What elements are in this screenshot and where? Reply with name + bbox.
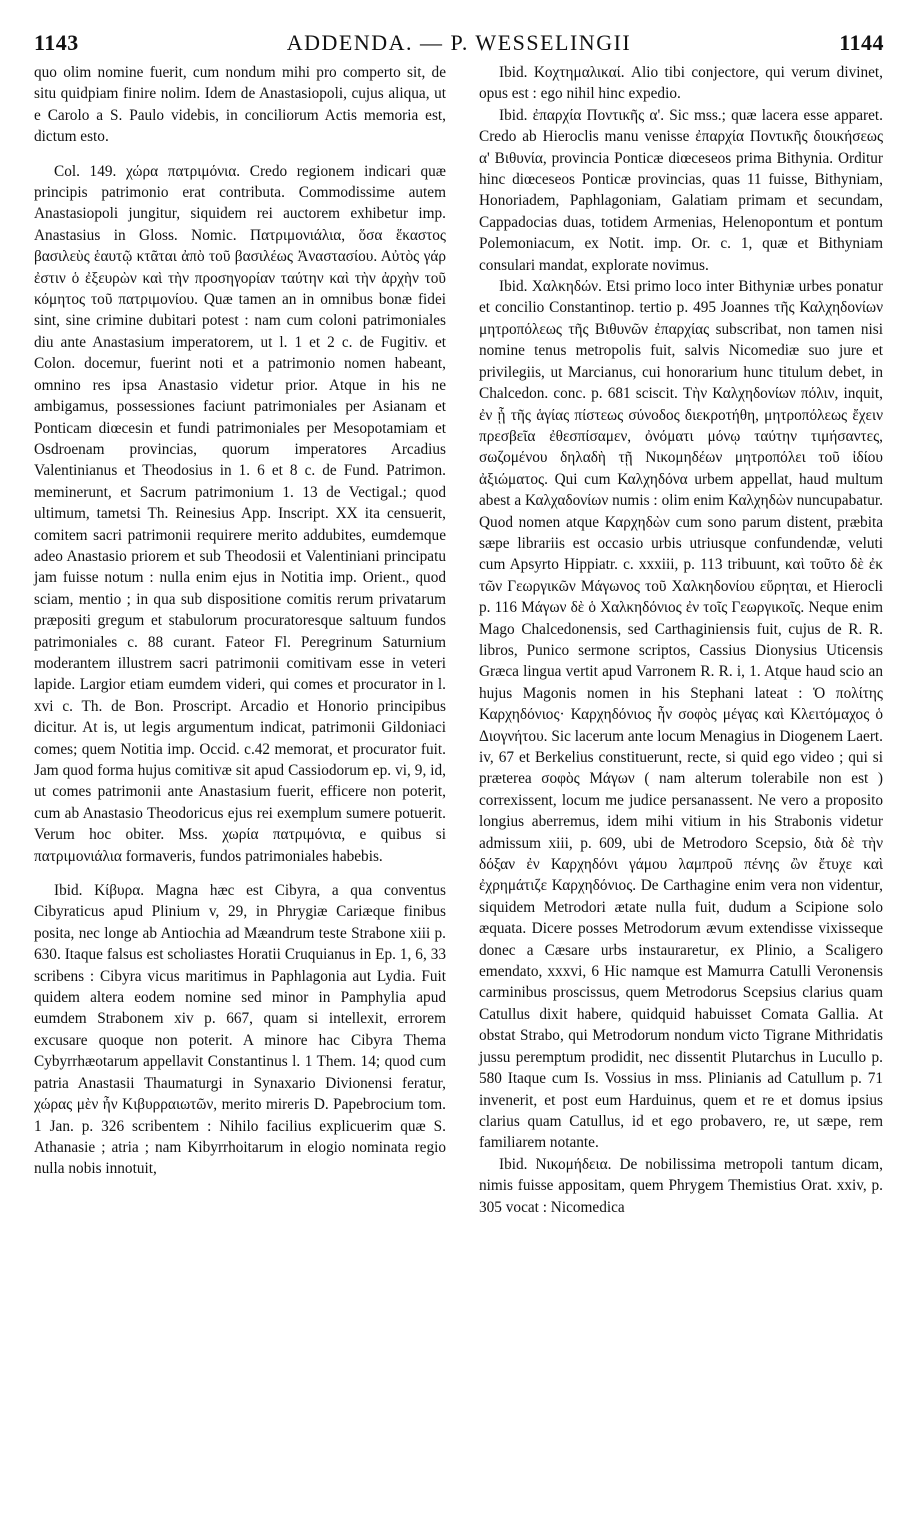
running-header — [34, 30, 884, 60]
left-column — [34, 62, 446, 1520]
right-column — [479, 62, 883, 1520]
paragraph-continuation: quo olim nomine fuerit, cum nondum mihi pro comperto sit, de situ quidpiam finire nolim. Idem de Anastasiopoli, cujus aliqua, ut e Carolo a S. Paulo videbis, in conciliorum Actis memoria est, dictum esto. — [34, 64, 446, 146]
paragraph-col-149: Col. 149. χώρα πατριμόνια. Credo regionem indicari quæ principis patrimonio erat contributa. Commodissime autem Anastasiopoli jungitur, siquidem rei auctorem exhibetur imp. Anastasius in Gloss. Nomic. Πατριμονιάλια, ὅσα ἕκαστος βασιλεὺς ἑαυτῷ κτᾶται ἀπὸ τοῦ βασιλέως Ἀναστασίου. Αὐτὸς γάρ ἐστιν ὁ ἐξευρὼν καὶ τὴν προσηγορίαν ταύτην καὶ τὴν ἀρχὴν τοῦ κόμητος τοῦ πατριμονίου. Quæ tamen an in omnibus bonæ fidei sint, sine crimine dubitari potest : nam cum coloni patrimoniales diu ante Anastasium imperatorem, ut l. 1 et 2 c. de Fugitiv. et Colon. docemur, fuerint noti et a patrimonio nomen habeant, omnino res ipsa Anastasio videtur prior. Atque in his ne ambigamus, possessiones faciunt patrimoniales per Asianam et Ponticam diœcesin et fundi patrimoniales per Mesopotamiam et Osdroenam provincias, quorum imperatores Arcadius Valentinianus et Theodosius in 1. 6 et 8 c. de Fund. Patrimon. meminerunt, et Sacrum patrimonium 1. 13 de Vectigal.; quod ultimum, tametsi Th. Reinesius App. Inscript. XX ita censuerit, comitem sacri patrimonii requirere merito addubites, eumdemque adeo Anastasio priorem et sub Theodosii et Valentiniani principatu jam fuisse notum : nulla enim ejus in Notitia imp. Orient., quod sciam, mentio ; in qua sub dispositione comitis rerum privatarum præpositi gregum et stabulorum procuratoresque saltuum fundos patrimoniales c. 88 curant. Fateor Fl. Peregrinum Saturnium moderantem illustrem sacri patrimonii comitivam esse in veteri lapide. Largior etiam eumdem videri, qui comes et procurator in l. xvi c. Th. de Bon. Proscript. Arcadio et Honorio principibus dicitur. At is, ut legis argumentum indicat, patrimonii Gildoniaci comes; quem Notitia imp. Occid. c.42 memorat, et procurator fuit. Jam quod forma hujus comitivæ sit apud Cassiodorum ep. vi, 9, id, ut comes patrimonii ante Anastasium fuerit, efficere non poterit, cum ab Anastasio Theodoricus ejus rei exemplum sumere potuerit. Verum hoc obiter. Mss. χωρία πατριμόνια, e quibus si πατριμονιάλια formaveris, fundos patrimoniales habebis. — [34, 162, 446, 865]
paragraph-kochtemalikai: Ibid. Κοχτημαλικαί. Alio tibi conjectore, qui verum divinet, opus est : ego nihil hinc expedio. — [479, 64, 883, 103]
page-number-left: 1143 — [34, 30, 79, 55]
paragraph-eparchia-pontikes: Ibid. ἐπαρχία Ποντικῆς α'. Sic mss.; quæ lacera esse apparet. Credo ab Hieroclis manu venisse ἐπαρχία Ποντικῆς διοικήσεως α' Βιθυνία, provincia Ponticæ diœceseos prima Bithynia. Orditur hinc diœceseos Ponticæ provincias, quas 11 fuisse, Bithyniam, Honoriadem, Paphlagoniam, Galatiam primam et secundam, Cappadocias duas, totidem Armenias, Helenopontum et pontum Polemoniacum, ex Notit. imp. Or. c. 1, quæ et Bithyniam consulari mandat, explorate novimus. — [479, 106, 883, 274]
paragraph-chalkedon: Ibid. Χαλκηδών. Etsi primo loco inter Bithyniæ urbes ponatur et concilio Constantinop. tertio p. 495 Joannes τῆς Καλχηδονίων μητροπόλεως τῆς Βιθυνῶν ἐπαρχίας subscribat, non tamen nisi nomine tenus metropolis fuit, salvis Nicomediæ suo jure et privilegiis, ut Marcianus, cui honorarium hunc titulum debet, in Chalcedon. conc. p. 681 sciscit. Τὴν Καλχηδονίων πόλιν, inquit, ἐν ᾗ τῆς ἁγίας πίστεως σύνοδος διεκροτήθη, μητροπόλεως ἔχειν πρεσβεῖα ἐθεσπίσαμεν, ὀνόματι μόνῳ ταύτην τιμήσαντες, σωζομένου δηλαδὴ τῇ Νικομηδέων μητροπόλει τοῦ ἰδίου ἀξιώματος. Qui cum Καλχηδόνα urbem appellat, haud multum abest a Καλχαδονίων numis : olim enim Καλχηδὼν nuncupabatur. Quod nomen atque Καρχηδὼν cum sono parum distent, præbita sæpe librariis est occasio urbis utriusque confundendæ, veluti cum Apsyrto Hippiatr. c. xxxiii, p. 113 tribuunt, καὶ τοῦτο δὲ ἐκ τῶν Γεωργικῶν Μάγωνος τοῦ Χαλκηδονίου εὕρηται, et Hierocli p. 116 Μάγων δὲ ὁ Χαλκηδόνιος ἐν τοῖς Γεωργικοῖς. Neque enim Mago Chalcedonensis, sed Carthaginiensis fuit, cujus de R. R. libros, Punico sermone scriptos, Cassius Dionysius Uticensis Græca lingua vertit apud Varronem R. R. i, 1. Atque haud scio an hujus Magonis nomen in his Stephani lateat : Ὁ πολίτης Καρχηδόνιος· Καρχηδόνιος ἦν σοφὸς μέγας καὶ Κλειτόμαχος ὁ Διογνήτου. Sic lacerum ante locum Menagius in Diogenem Laert. iv, 67 et Berkelius constituerunt, recte, si quid ego video ; qui si præterea σοφὸς Μάγων ( nam alterum tolerabile non est ) correxissent, locum me judice persanassent. Ne vero a proposito longius aberremus, idem mihi vitium in his Strabonis videtur admissum xiii, p. 609, ubi de Metrodoro Scepsio, διὰ δὲ τὴν δόξαν ἐν Καρχηδόνι γάμου λαμπροῦ πένης ὢν ἔτυχε καὶ ἐχρημάτιζε Καρχηδόνιος. De Carthagine enim vera non videntur, siquidem Metrodori ætate nulla fuit, dudum a Scipione solo æquata. Dicere posses Metrodorum ævum extendisse vixisseque donec a Cæsare urbs instauraretur, ex Plinio, a Scaligero emendato, xxxvi, 6 Hic namque est Mamurra Catulli Veronensis carminibus proscissus, quem Metrodorus Scepsius clarius quam Catullus dixit habere, quidquid habuisset Comata Gallia. At obstat Strabo, qui Metrodorum nondum victo Tigrane Mithridatis jussu peremptum prodidit, nec dissentit Plutarchus in Lucullo p. 580 Itaque cum Is. Vossius in mss. Plinianis ad Catullum p. 71 invenerit, et post eum Harduinus, quem et re et domus ipsius clarius quam Catullus, id et ego probavero, re, ut sæpe, rem familiarem notante. — [479, 278, 883, 1152]
paragraph-nikomedeia: Ibid. Νικομήδεια. De nobilissima metropoli tantum dicam, nimis fuisse appositam, quem Phrygem Themistius Orat. xxiv, p. 305 vocat : Nicomedica — [479, 1155, 883, 1216]
paragraph-kibyra: Ibid. Κίβυρα. Magna hæc est Cibyra, a qua conventus Cibyraticus apud Plinium v, 29, in Phrygiæ Cariæque finibus posita, nec longe ab Antiochia ad Mæandrum teste Strabone xiii p. 630. Itaque falsus est scholiastes Horatii Cruquianus in Ep. 1, 6, 33 scribens : Cibyra vicus maritimus in Paphlagonia aut Lydia. Fuit quidem altera eodem nomine sed minor in Pamphylia apud eumdem Strabonem xiv p. 667, quam si intellexit, errorem excusare quoque non poterit. A minore hac Cibyra Thema Cybyrrhæotarum appellavit Constantinus l. 1 Them. 14; quod cum patria Anastasii Thaumaturgi in Synaxario Divionensi feratur, χώρας μὲν ἦν Κιβυρραιωτῶν, merito mireris D. Papebrocium tom. 1 Jan. p. 326 scribentem : Nihilo facilius explicuerim quæ S. Athanasie ; atria ; nam Kibyrrhoitarum in elogio nominata regio nulla nobis innotuit, — [34, 882, 446, 1178]
running-title: ADDENDA. — P. WESSELINGII — [286, 30, 632, 55]
page-number-right: 1144 — [839, 30, 884, 55]
